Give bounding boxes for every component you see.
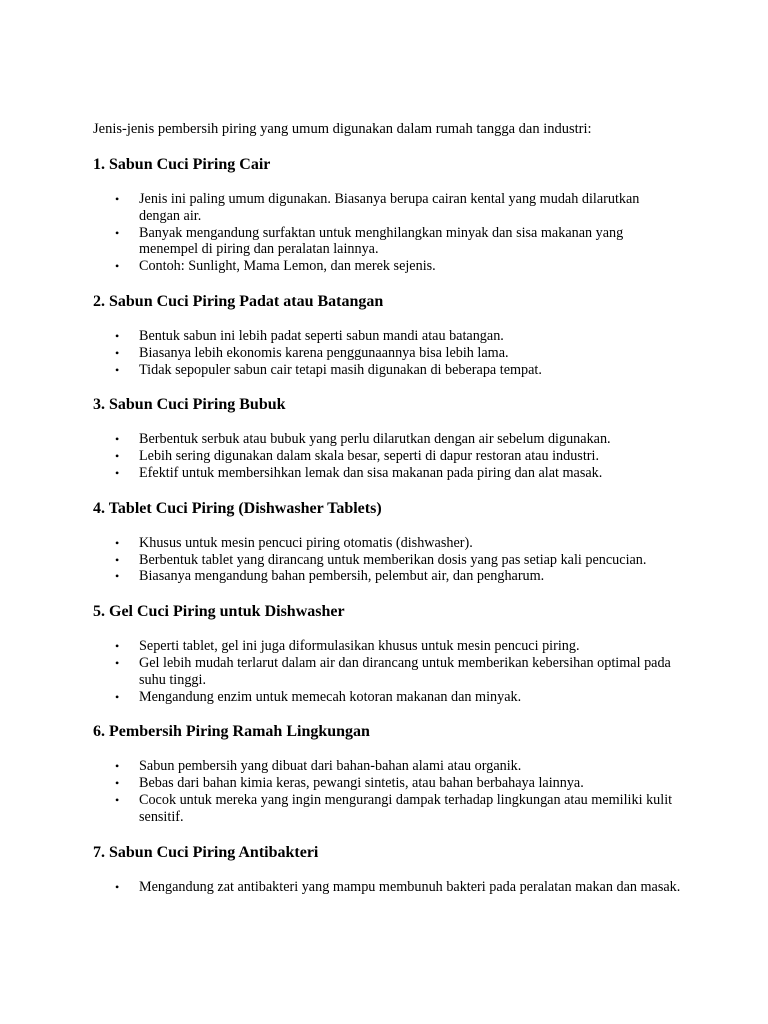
bullet-list (93, 328, 683, 378)
bullet-icon: • (115, 192, 120, 206)
list-item (93, 345, 683, 362)
list-item-text: Khusus untuk mesin pencuci piring otomatis (dishwasher). (139, 534, 473, 551)
bullet-icon: • (115, 345, 120, 360)
list-item (93, 258, 683, 275)
bullet-icon: • (115, 639, 120, 654)
list-item-text: Seperti tablet, gel ini juga diformulasikan khusus untuk mesin pencuci piring. (139, 638, 580, 655)
list-item-text: Mengandung enzim untuk memecah kotoran makanan dan minyak. (139, 688, 522, 705)
bullet-icon: • (115, 776, 120, 791)
bullet-icon: • (115, 655, 120, 670)
section-title: 2. Sabun Cuci Piring Padat atau Batangan (93, 292, 384, 310)
bullet-icon: • (115, 792, 120, 807)
list-item (93, 638, 683, 655)
bullet-list (93, 191, 683, 275)
section-title: 5. Gel Cuci Piring untuk Dishwasher (93, 603, 345, 621)
list-item (93, 879, 683, 896)
section-title: 4. Tablet Cuci Piring (Dishwasher Tablets) (93, 499, 382, 517)
list-item-text: Contoh: Sunlight, Mama Lemon, dan merek sejenis. (139, 258, 436, 275)
list-item (93, 362, 683, 379)
section-title: 6. Pembersih Piring Ramah Lingkungan (93, 723, 370, 741)
list-item (93, 758, 683, 775)
list-item (93, 465, 683, 482)
bullet-list (93, 535, 683, 585)
bullet-icon: • (115, 535, 120, 550)
list-item-text: Banyak mengandung surfaktan untuk menghilangkan minyak dan sisa makanan yang menempel di piring dan peralatan lainnya. (139, 224, 624, 258)
list-item (93, 191, 683, 225)
bullet-icon: • (115, 569, 120, 584)
bullet-icon: • (115, 465, 120, 480)
bullet-icon: • (115, 759, 120, 774)
list-item (93, 225, 683, 259)
bullet-list (93, 431, 683, 481)
list-item (93, 775, 683, 792)
list-item-text: Efektif untuk membersihkan lemak dan sisa makanan pada piring dan alat masak. (139, 464, 603, 481)
list-item-text: Bentuk sabun ini lebih padat seperti sabun mandi atau batangan. (139, 327, 504, 344)
bullet-icon: • (115, 362, 120, 377)
bullet-icon: • (115, 225, 120, 240)
bullet-icon: • (115, 432, 120, 447)
section-title: 3. Sabun Cuci Piring Bubuk (93, 396, 286, 414)
list-item (93, 792, 683, 826)
bullet-list (93, 758, 683, 825)
list-item-text: Tidak sepopuler sabun cair tetapi masih digunakan di beberapa tempat. (139, 361, 542, 378)
bullet-icon: • (115, 552, 120, 567)
list-item-text: Biasanya lebih ekonomis karena penggunaannya bisa lebih lama. (139, 344, 509, 361)
bullet-icon: • (115, 259, 120, 274)
section-title: 7. Sabun Cuci Piring Antibakteri (93, 843, 319, 861)
list-item-text: Cocok untuk mereka yang ingin mengurangi dampak terhadap lingkungan atau memiliki kulit sensitif. (139, 791, 673, 825)
intro-paragraph: Jenis-jenis pembersih piring yang umum digunakan dalam rumah tangga dan industri: (93, 121, 592, 137)
bullet-icon: • (115, 879, 120, 894)
list-item (93, 552, 683, 569)
list-item-text: Mengandung zat antibakteri yang mampu membunuh bakteri pada peralatan makan dan masak. (139, 878, 681, 895)
list-item-text: Lebih sering digunakan dalam skala besar, seperti di dapur restoran atau industri. (139, 448, 599, 465)
list-item-text: Sabun pembersih yang dibuat dari bahan-bahan alami atau organik. (139, 758, 522, 775)
list-item-text: Gel lebih mudah terlarut dalam air dan dirancang untuk memberikan kebersihan optimal pada suhu tinggi. (139, 654, 671, 688)
list-item (93, 655, 683, 689)
list-item (93, 689, 683, 706)
list-item-text: Bebas dari bahan kimia keras, pewangi sintetis, atau bahan berbahaya lainnya. (139, 775, 584, 792)
list-item-text: Biasanya mengandung bahan pembersih, pelembut air, dan pengharum. (139, 568, 545, 585)
bullet-list (93, 638, 683, 705)
list-item (93, 568, 683, 585)
list-item-text: Jenis ini paling umum digunakan. Biasanya berupa cairan kental yang mudah dilarutkan dengan air. (139, 191, 640, 224)
list-item-text: Berbentuk tablet yang dirancang untuk memberikan dosis yang pas setiap kali pencucian. (139, 551, 647, 568)
list-item (93, 328, 683, 345)
list-item (93, 535, 683, 552)
list-item (93, 448, 683, 465)
list-item (93, 431, 683, 448)
document-page (93, 121, 683, 912)
bullet-list (93, 879, 683, 896)
list-item-text: Berbentuk serbuk atau bubuk yang perlu dilarutkan dengan air sebelum digunakan. (139, 431, 611, 448)
bullet-icon: • (115, 328, 120, 343)
bullet-icon: • (115, 689, 120, 704)
section-title: 1. Sabun Cuci Piring Cair (93, 156, 271, 173)
bullet-icon: • (115, 449, 120, 464)
